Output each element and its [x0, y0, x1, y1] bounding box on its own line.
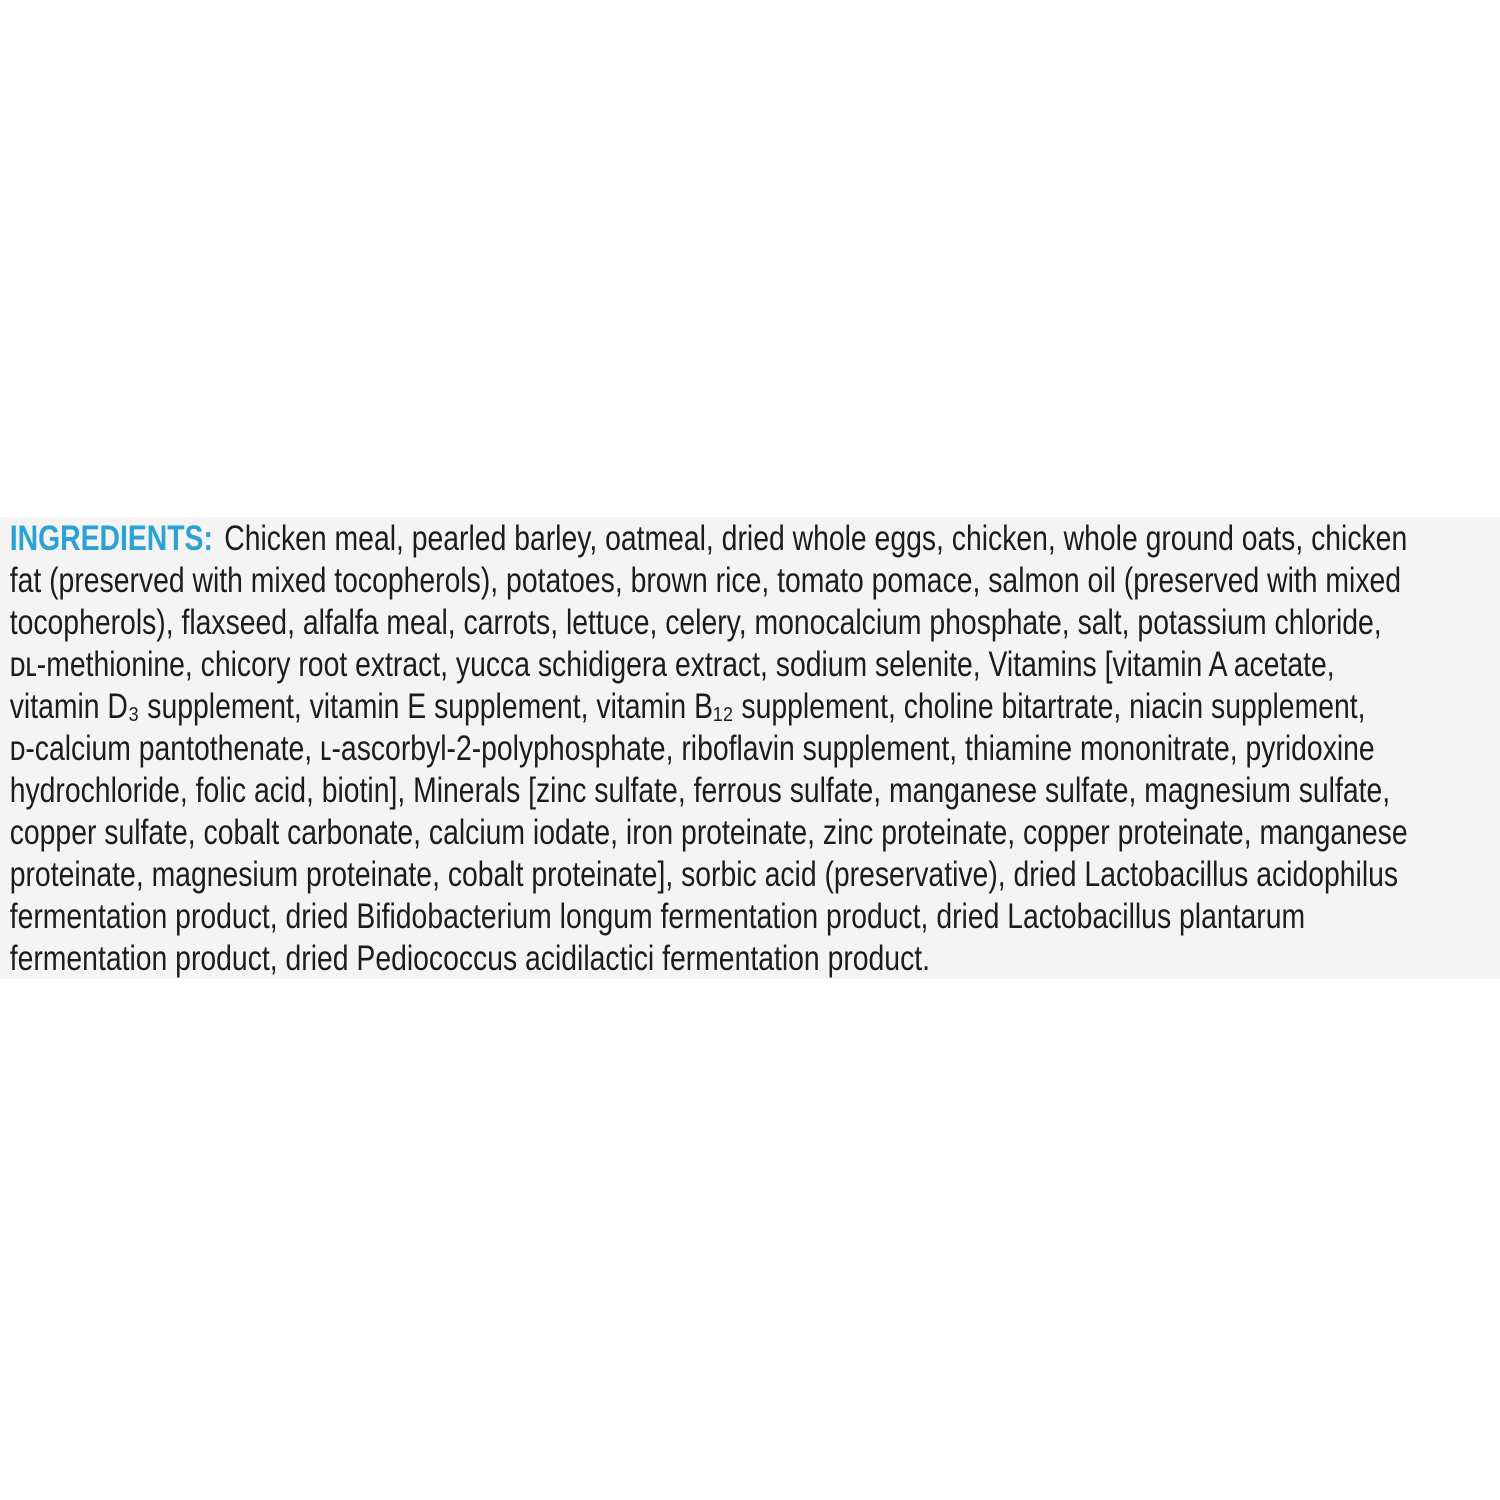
- ingredients-line: copper sulfate, cobalt carbonate, calcium iodate, iron proteinate, zinc proteinate, copper proteinate, manganese: [9, 813, 1408, 852]
- ingredients-line-text: Chicken meal, pearled barley, oatmeal, dried whole eggs, chicken, whole ground oats, chicken: [224, 519, 1408, 558]
- ingredients-line: proteinate, magnesium proteinate, cobalt proteinate], sorbic acid (preservative), dried Lactobacillus acidophilus: [9, 855, 1399, 894]
- ingredients-line: tocopherols), flaxseed, alfalfa meal, carrots, lettuce, celery, monocalcium phosphate, salt, potassium chloride,: [9, 603, 1382, 642]
- ingredients-text-block: [0, 517, 1500, 979]
- ingredients-panel: [0, 517, 1500, 979]
- ingredients-label: INGREDIENTS:: [9, 519, 213, 558]
- ingredients-line: vitamin D₃ supplement, vitamin E supplement, vitamin B₁₂ supplement, choline bitartrate, niacin supplement,: [9, 687, 1366, 726]
- ingredients-line: [10, 518, 1500, 560]
- ingredients-line: ᴅ-calcium pantothenate, ʟ-ascorbyl-2-polyphosphate, riboflavin supplement, thiamine mononitrate, pyridoxine: [9, 729, 1375, 768]
- ingredients-line: fat (preserved with mixed tocopherols), potatoes, brown rice, tomato pomace, salmon oil (preserved with mixed: [9, 561, 1402, 600]
- ingredients-line: ᴅʟ-methionine, chicory root extract, yucca schidigera extract, sodium selenite, Vitamins [vitamin A acetate,: [9, 645, 1335, 684]
- ingredients-line: hydrochloride, folic acid, biotin], Minerals [zinc sulfate, ferrous sulfate, manganese sulfate, magnesium sulfate,: [9, 771, 1391, 810]
- ingredients-line: fermentation product, dried Bifidobacterium longum fermentation product, dried Lactobacillus plantarum: [9, 897, 1306, 936]
- ingredients-line: fermentation product, dried Pediococcus acidilactici fermentation product.: [9, 939, 931, 978]
